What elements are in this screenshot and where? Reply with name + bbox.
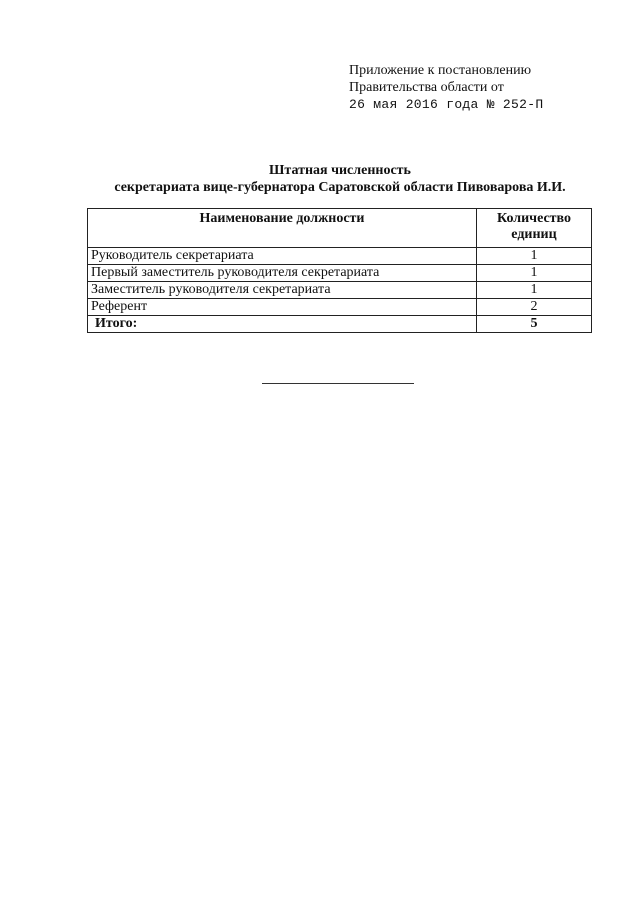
header-position-name: Наименование должности <box>88 209 477 248</box>
header-unit-count-line-1: Количество <box>496 211 572 226</box>
closing-divider <box>262 383 414 384</box>
document-title <box>60 162 620 196</box>
document-title-line-2: секретариата вице-губернатора Саратовской области Пивоварова И.И. <box>114 180 566 195</box>
appendix-note <box>349 62 543 113</box>
header-unit-count <box>477 209 592 248</box>
table-row <box>88 299 592 316</box>
table-row <box>88 265 592 282</box>
position-name: Первый заместитель руководителя секретариата <box>88 265 477 282</box>
position-name: Заместитель руководителя секретариата <box>88 282 477 299</box>
unit-count: 1 <box>477 282 592 299</box>
document-title-line-1: Штатная численность <box>269 163 411 178</box>
total-count: 5 <box>477 316 592 333</box>
table-row <box>88 282 592 299</box>
position-name: Референт <box>88 299 477 316</box>
unit-count: 1 <box>477 248 592 265</box>
header-unit-count-line-2: единиц <box>511 227 557 242</box>
appendix-line-1: Приложение к постановлению <box>349 63 532 78</box>
staff-table <box>87 208 592 333</box>
position-name: Руководитель секретариата <box>88 248 477 265</box>
table-row <box>88 248 592 265</box>
table-header-row <box>88 209 592 248</box>
total-label: Итого: <box>88 316 477 333</box>
unit-count: 1 <box>477 265 592 282</box>
unit-count: 2 <box>477 299 592 316</box>
total-row <box>88 316 592 333</box>
appendix-date-number: 26 мая 2016 года № 252-П <box>349 97 544 112</box>
appendix-line-2: Правительства области от <box>349 80 504 95</box>
